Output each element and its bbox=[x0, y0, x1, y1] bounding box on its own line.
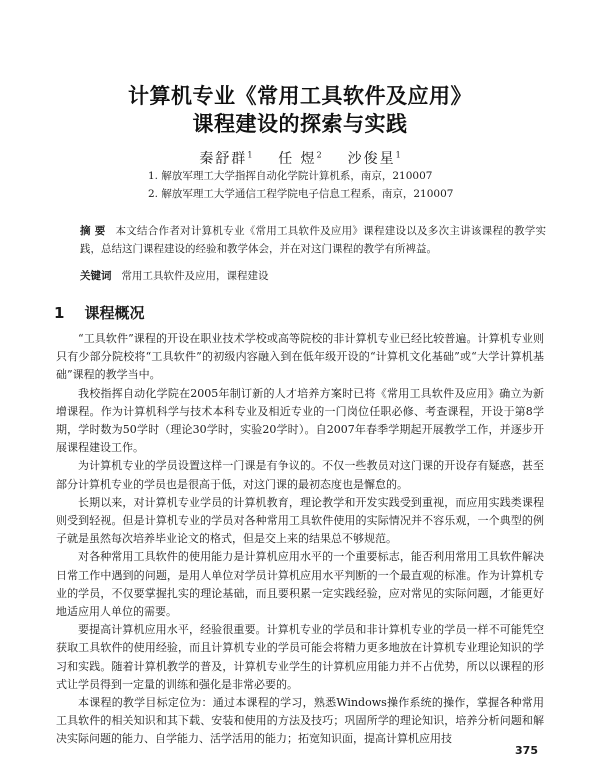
author-list bbox=[0, 148, 600, 168]
author-affiliation-mark: 1 bbox=[395, 150, 401, 160]
author-affiliation-mark: 2 bbox=[316, 150, 322, 160]
author-name: 任 煜 bbox=[278, 151, 317, 167]
author-name: 秦舒群 bbox=[199, 151, 248, 167]
abstract bbox=[80, 222, 546, 258]
paper-title-line1: 计算机专业《常用工具软件及应用》 bbox=[128, 84, 472, 108]
author-name: 沙俊星 bbox=[347, 151, 396, 167]
body-text bbox=[56, 330, 544, 749]
keywords bbox=[80, 268, 546, 283]
keywords-text: 常用工具软件及应用，课程建设 bbox=[121, 270, 269, 282]
paragraph: 我校指挥自动化学院在2005年制订新的人才培养方案时已将《常用工具软件及应用》确立为新增课程。作为计算机科学与技术本科专业及相近专业的一门岗位任职必修、考查课程，开设于第8学期，学时数为50学时（理论30学时，实验20学时）。自2007年春季学期起开展教学工作，并逐步开展课程建设工作。 bbox=[56, 386, 544, 455]
paper-title-line2: 课程建设的探索与实践 bbox=[192, 112, 408, 136]
paragraph: “工具软件”课程的开设在职业技术学校或高等院校的非计算机专业已经比较普遍。计算机专业则只有少部分院校将“工具软件”的初级内容融入到在低年级开设的“计算机文化基础”或“大学计算机基础”课程的教学当中。 bbox=[56, 332, 544, 382]
section-title: 课程概况 bbox=[84, 304, 145, 322]
page-number: 375 bbox=[515, 744, 538, 757]
paragraph: 本课程的教学目标定位为：通过本课程的学习，熟悉Windows操作系统的操作，掌握各种常用工具软件的相关知识和其下载、安装和使用的方法及技巧；巩固所学的理论知识，培养分析问题和解决实际问题的能力、自学能力、活学活用的能力；拓宽知识面，提高计算机应用技 bbox=[56, 696, 544, 746]
paragraph: 要提高计算机应用水平，经验很重要。计算机专业的学员和非计算机专业的学员一样不可能凭空获取工具软件的使用经验，而且计算机专业的学员可能会将精力更多地放在计算机专业理论知识的学习和实践。随着计算机教学的普及，计算机专业学生的计算机应用能力并不占优势，所以以课程的形式让学员得到一定量的训练和强化是非常必要的。 bbox=[56, 623, 544, 691]
paragraph: 为计算机专业的学员设置这样一门课是有争议的。不仅一些教员对这门课的开设存有疑惑，甚至部分计算机专业的学员也是很高于低，对这门课的最初态度也是懈怠的。 bbox=[56, 459, 544, 491]
abstract-label: 摘 要 bbox=[80, 225, 106, 237]
paragraph: 长期以来，对计算机专业学员的计算机教育，理论教学和开发实践受到重视，而应用实践类课程则受到轻视。但是计算机专业的学员对各种常用工具软件使用的实际情况并不容乐观，一个典型的例子就是虽然每次培养毕业论文的格式，但是交上来的结果总不够规范。 bbox=[56, 495, 544, 546]
affiliation: 1. 解放军理工大学指挥自动化学院计算机系，南京，210007 bbox=[148, 170, 433, 182]
keywords-label: 关键词 bbox=[80, 270, 112, 282]
section-heading bbox=[54, 302, 164, 323]
paragraph: 对各种常用工具软件的使用能力是计算机应用水平的一个重要标志，能否利用常用工具软件解决日常工作中遇到的问题，是用人单位对学员计算机应用水平判断的一个最直观的标准。作为计算机专业的学员，不仅要掌握扎实的理论基础，而且要积累一定实践经验，应对常见的实际问题，才能更好地适应用人单位的需要。 bbox=[56, 550, 544, 619]
section-number: 1 bbox=[54, 304, 65, 322]
abstract-text: 本文结合作者对计算机专业《常用工具软件及应用》课程建设以及多次主讲该课程的教学实践，总结这门课程建设的经验和教学体会，并在对这门课程的教学有所裨益。 bbox=[80, 225, 547, 255]
author-affiliation-mark: 1 bbox=[247, 150, 253, 160]
affiliation: 2. 解放军理工大学通信工程学院电子信息工程系，南京，210007 bbox=[148, 188, 454, 200]
